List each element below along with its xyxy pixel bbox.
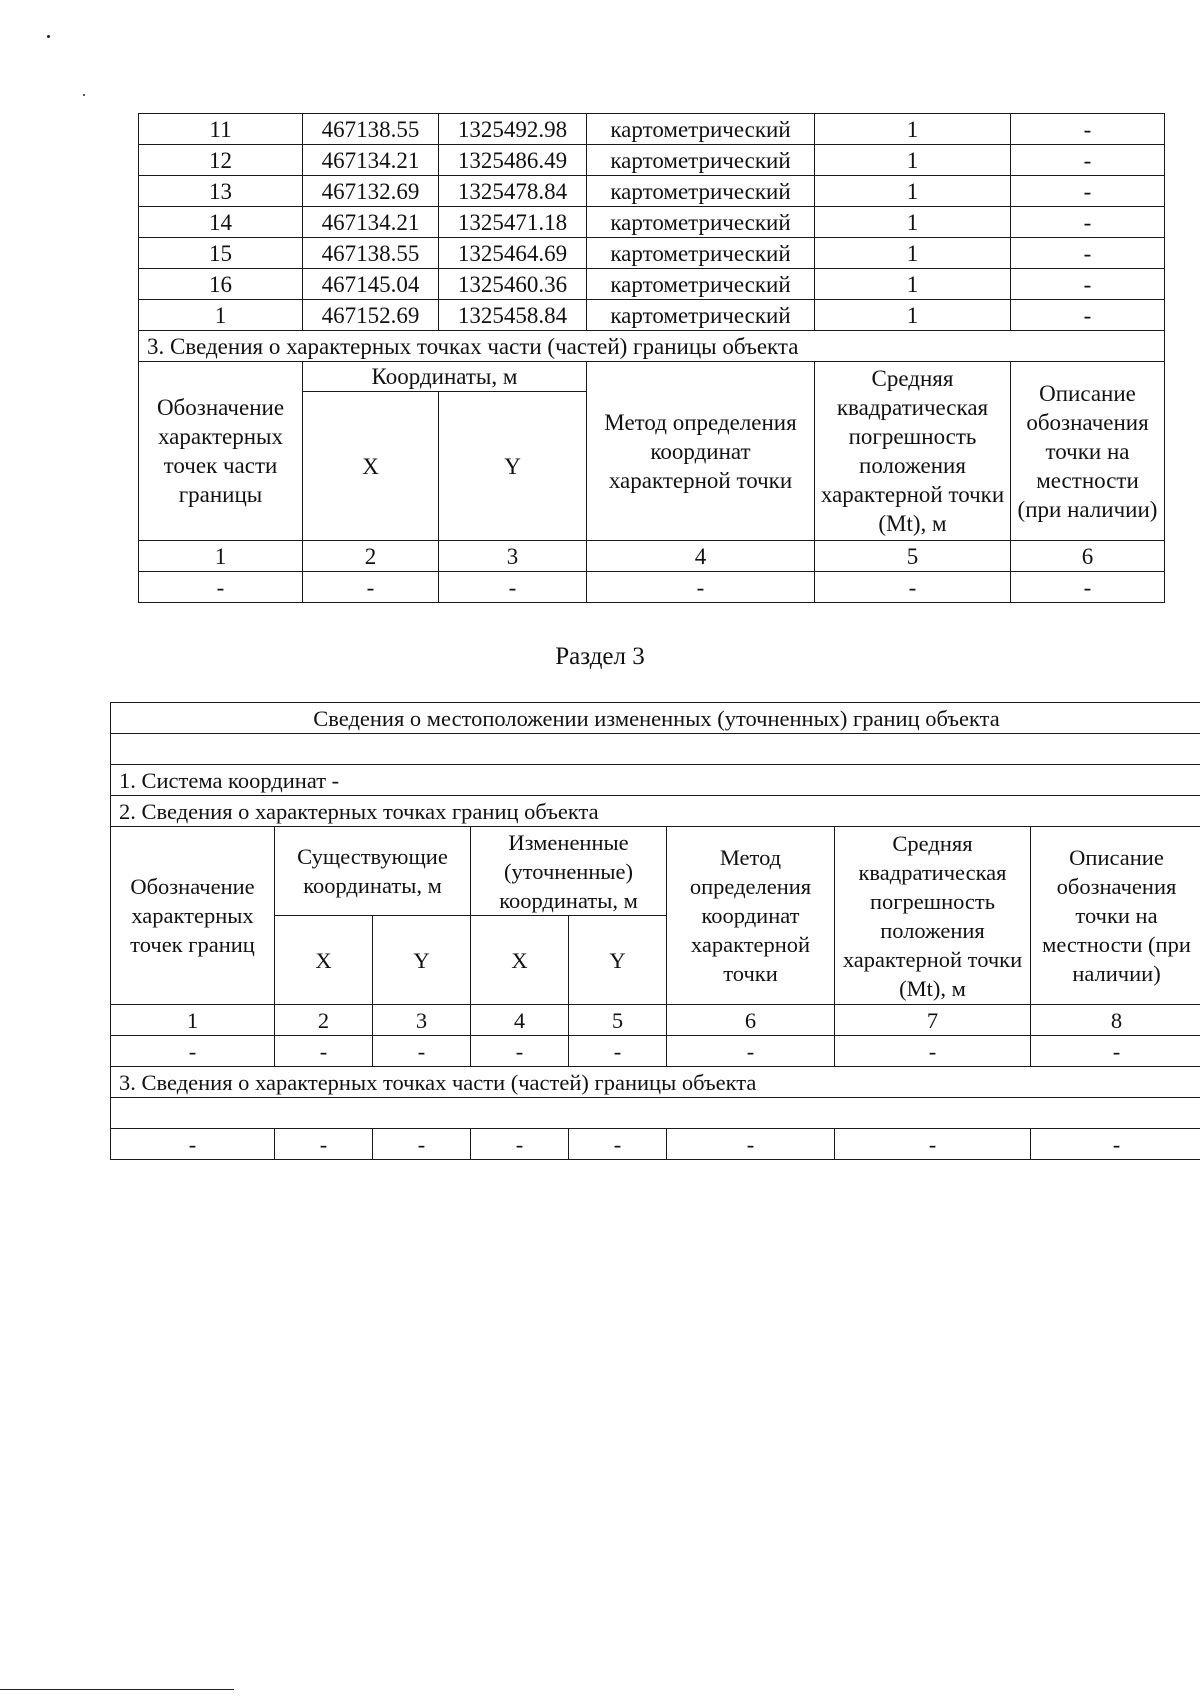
empty-cell: - (111, 1036, 275, 1067)
col-point-designation-header: Обозначение характерных точек границ (111, 827, 275, 1005)
table-cell: 1325471.18 (439, 207, 587, 238)
changed-boundaries-table (110, 702, 1200, 1160)
column-number: 6 (667, 1005, 835, 1036)
column-number: 5 (815, 541, 1011, 572)
empty-cell: - (373, 1036, 471, 1067)
blank-row (111, 1098, 1200, 1129)
boundary-points-table (138, 113, 1165, 603)
table-cell: 1 (815, 207, 1011, 238)
table-cell: 467132.69 (303, 176, 439, 207)
column-number: 2 (303, 541, 439, 572)
empty-cell: - (835, 1036, 1031, 1067)
empty-data-row (139, 572, 1165, 603)
table-cell: картометрический (587, 207, 815, 238)
empty-cell: - (1011, 572, 1165, 603)
col-description-header: Описание обозначения точки на местности (при наличии) (1011, 362, 1165, 541)
table-cell: картометрический (587, 269, 815, 300)
table-cell: - (1011, 207, 1165, 238)
table-cell: 1325478.84 (439, 176, 587, 207)
table-cell: картометрический (587, 176, 815, 207)
boundary-point-row (139, 114, 1165, 145)
table-cell: 1 (815, 300, 1011, 331)
col-description-header: Описание обозначения точки на местности (при наличии) (1031, 827, 1200, 1005)
empty-cell: - (275, 1129, 373, 1160)
column-number: 6 (1011, 541, 1165, 572)
footnote-rule (0, 1689, 234, 1690)
column-number: 1 (139, 541, 303, 572)
boundary-point-row (139, 176, 1165, 207)
column-number: 3 (373, 1005, 471, 1036)
table-cell: 467134.21 (303, 145, 439, 176)
col-existing-coords-header: Существующие координаты, м (275, 827, 471, 916)
table-cell: 1325460.36 (439, 269, 587, 300)
empty-cell: - (667, 1129, 835, 1160)
col-method-header: Метод определения координат характерной точки (667, 827, 835, 1005)
col-y-header: Y (439, 392, 587, 541)
column-number: 2 (275, 1005, 373, 1036)
empty-cell: - (275, 1036, 373, 1067)
table-cell: 467138.55 (303, 114, 439, 145)
col-method-header: Метод определения координат характерной точки (587, 362, 815, 541)
boundary-point-row (139, 300, 1165, 331)
table-cell: 12 (139, 145, 303, 176)
section-title: Раздел 3 (555, 643, 645, 670)
coordinate-system-row: 1. Система координат - (111, 765, 1200, 796)
table-title: Сведения о местоположении измененных (уточненных) границ объекта (111, 703, 1200, 734)
column-number: 4 (587, 541, 815, 572)
col-changed-y-header: Y (569, 916, 667, 1005)
table-cell: 1 (139, 300, 303, 331)
table-cell: 467152.69 (303, 300, 439, 331)
table-cell: - (1011, 238, 1165, 269)
table-cell: 1325492.98 (439, 114, 587, 145)
column-numbers-row (139, 541, 1165, 572)
table-cell: 14 (139, 207, 303, 238)
col-existing-x-header: X (275, 916, 373, 1005)
table-cell: 1325458.84 (439, 300, 587, 331)
column-number: 3 (439, 541, 587, 572)
table-cell: картометрический (587, 238, 815, 269)
empty-cell: - (815, 572, 1011, 603)
col-changed-x-header: X (471, 916, 569, 1005)
table-cell: - (1011, 269, 1165, 300)
scan-speck (47, 35, 50, 38)
empty-cell: - (569, 1036, 667, 1067)
boundary-point-row (139, 145, 1165, 176)
table-cell: 1 (815, 238, 1011, 269)
points-heading: 2. Сведения о характерных точках границ объекта (111, 796, 1200, 827)
table-cell: 1 (815, 269, 1011, 300)
table-cell: 467134.21 (303, 207, 439, 238)
empty-cell: - (111, 1129, 275, 1160)
table-cell: картометрический (587, 145, 815, 176)
empty-cell: - (471, 1129, 569, 1160)
column-number: 8 (1031, 1005, 1200, 1036)
scan-speck (83, 94, 85, 96)
col-point-designation-header: Обозначение характерных точек части границы (139, 362, 303, 541)
table-cell: - (1011, 114, 1165, 145)
empty-cell: - (139, 572, 303, 603)
part-points-heading: 3. Сведения о характерных точках части (частей) границы объекта (139, 331, 1165, 362)
table-cell: 11 (139, 114, 303, 145)
table-cell: 467145.04 (303, 269, 439, 300)
table-cell: картометрический (587, 114, 815, 145)
boundary-point-row (139, 269, 1165, 300)
col-error-header: Средняя квадратическая погрешность положения характерной точки (Mt), м (815, 362, 1011, 541)
table-cell: 16 (139, 269, 303, 300)
column-number: 7 (835, 1005, 1031, 1036)
col-coordinates-header: Координаты, м (303, 362, 587, 392)
empty-cell: - (439, 572, 587, 603)
empty-cell: - (471, 1036, 569, 1067)
part-points-heading: 3. Сведения о характерных точках части (частей) границы объекта (111, 1067, 1200, 1098)
empty-cell: - (1031, 1129, 1200, 1160)
column-numbers-row (111, 1005, 1200, 1036)
table-cell: 1 (815, 145, 1011, 176)
empty-cell: - (835, 1129, 1031, 1160)
col-existing-y-header: Y (373, 916, 471, 1005)
table-cell: картометрический (587, 300, 815, 331)
table-cell: 1 (815, 114, 1011, 145)
empty-cell: - (1031, 1036, 1200, 1067)
empty-cell: - (569, 1129, 667, 1160)
empty-data-row (111, 1036, 1200, 1067)
column-number: 4 (471, 1005, 569, 1036)
table-cell: - (1011, 176, 1165, 207)
table-cell: - (1011, 300, 1165, 331)
boundary-point-row (139, 207, 1165, 238)
empty-cell: - (303, 572, 439, 603)
table-cell: 1325464.69 (439, 238, 587, 269)
table-cell: - (1011, 145, 1165, 176)
col-changed-coords-header: Измененные (уточненные) координаты, м (471, 827, 667, 916)
table-cell: 1325486.49 (439, 145, 587, 176)
column-number: 5 (569, 1005, 667, 1036)
table-cell: 1 (815, 176, 1011, 207)
empty-cell: - (587, 572, 815, 603)
blank-row (111, 734, 1200, 765)
table-cell: 467138.55 (303, 238, 439, 269)
empty-cell: - (667, 1036, 835, 1067)
col-x-header: X (303, 392, 439, 541)
table-cell: 13 (139, 176, 303, 207)
boundary-points-body (139, 114, 1165, 331)
column-number: 1 (111, 1005, 275, 1036)
col-error-header: Средняя квадратическая погрешность положения характерной точки (Mt), м (835, 827, 1031, 1005)
part-empty-row (111, 1129, 1200, 1160)
table-cell: 15 (139, 238, 303, 269)
empty-cell: - (373, 1129, 471, 1160)
boundary-point-row (139, 238, 1165, 269)
